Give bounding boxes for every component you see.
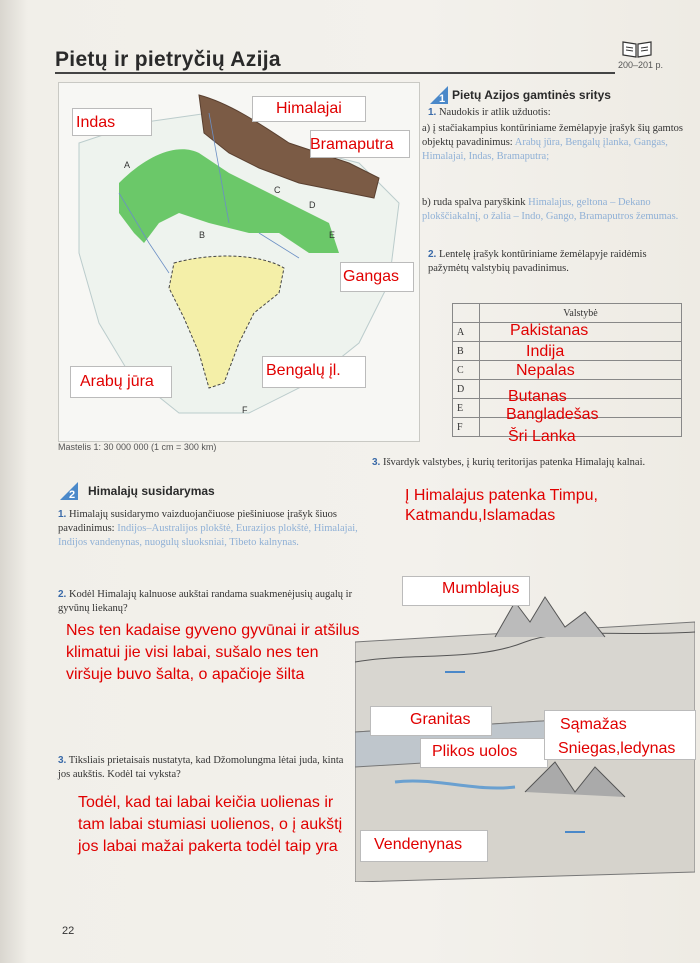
answer-row-f: Šri Lanka bbox=[508, 428, 576, 445]
task-2-2-text: Kodėl Himalajų kalnuose aukštai randama suakmenėjusių augalų ir gyvūnų liekanų? bbox=[58, 589, 353, 614]
section-1-title: Pietų Azijos gamtinės sritys bbox=[452, 88, 611, 102]
section-2-title: Himalajų susidarymas bbox=[88, 484, 215, 498]
row-letter: B bbox=[453, 342, 480, 361]
label-arabu-jura: Arabų jūra bbox=[80, 373, 154, 390]
svg-text:B: B bbox=[199, 230, 206, 240]
label-vandenynas: Vendenynas bbox=[374, 836, 463, 853]
svg-text:E: E bbox=[329, 230, 336, 240]
task-1-text: Naudokis ir atlik užduotis: bbox=[438, 107, 551, 118]
answer-row-e: Bangladešas bbox=[506, 406, 599, 423]
task-3-answer: Į Himalajus patenka Timpu, Katmandu,Islamadas bbox=[405, 487, 598, 524]
section-2-badge bbox=[58, 480, 80, 502]
label-samazas: Sąmažas bbox=[560, 716, 627, 733]
svg-text:F: F bbox=[242, 405, 248, 415]
label-sniegas-ledynas: Sniegas,ledynas bbox=[558, 740, 676, 757]
book-icon bbox=[622, 40, 652, 58]
table-header-letter bbox=[453, 304, 480, 323]
title-rule bbox=[55, 72, 615, 74]
section-1-badge bbox=[428, 84, 450, 106]
task-2-1-number: 1. bbox=[58, 509, 67, 520]
task-2-2-answer: Nes ten kadaise gyveno gyvūnai ir atšilus klimatui jie visi labai, sušalo nes ten viršuje buvo šalta, o apačioje šilta bbox=[66, 622, 360, 683]
task-2-2-number: 2. bbox=[58, 589, 67, 600]
svg-text:1: 1 bbox=[439, 93, 446, 105]
task-2-2 bbox=[58, 588, 358, 616]
task-2-1 bbox=[58, 508, 358, 550]
task-2-1-terms: Indijos–Australijos plokštė, Eurazijos plokštė, Himalajai, Indijos vandenynas, nuogulų sluoksniai, Tibeto kalnynas. bbox=[58, 523, 358, 548]
svg-text:D: D bbox=[309, 200, 316, 210]
label-bramaputra: Bramaputra bbox=[310, 136, 394, 153]
table-row bbox=[453, 380, 682, 399]
answer-row-b: Indija bbox=[526, 343, 565, 360]
table-header-state: Valstybė bbox=[480, 304, 682, 323]
label-mumblajus: Mumblajus bbox=[442, 580, 520, 597]
task-1a-printed-list: Arabų jūra, Bengalų įlanka, Gangas, Himalajai, Indas, Bramaputra; bbox=[422, 137, 668, 162]
task-1b bbox=[422, 196, 690, 224]
task-2-3 bbox=[58, 754, 358, 782]
label-plikos-uolos: Plikos uolos bbox=[432, 743, 518, 760]
task-2-text: Lentelę įrašyk kontūriniame žemėlapyje raidėmis pažymėtų valstybių pavadinimus. bbox=[428, 249, 647, 274]
label-himalajai: Himalajai bbox=[276, 100, 342, 117]
row-letter: A bbox=[453, 323, 480, 342]
svg-text:C: C bbox=[274, 185, 281, 195]
task-3 bbox=[372, 456, 692, 470]
task-3-text: Išvardyk valstybes, į kurių teritorijas patenka Himalajų kalnai. bbox=[382, 457, 646, 468]
task-2 bbox=[428, 248, 688, 276]
row-letter: E bbox=[453, 399, 480, 418]
task-2-1-text: Himalajų susidarymo vaizduojančiuose piešiniuose įrašyk šiuos pavadinimus: bbox=[58, 509, 337, 534]
map-scale: Mastelis 1: 30 000 000 (1 cm = 300 km) bbox=[58, 442, 217, 452]
task-1-number: 1. bbox=[428, 107, 437, 118]
table-row bbox=[453, 342, 682, 361]
page-reference: 200–201 p. bbox=[618, 60, 664, 70]
row-letter: D bbox=[453, 380, 480, 399]
task-1b-printed-list: Himalajus, geltona – Dekano plokščiakalnį, o žalia – Indo, Gango, Bramaputros žemumas. bbox=[422, 197, 679, 222]
label-indas: Indas bbox=[76, 114, 116, 131]
svg-text:2: 2 bbox=[69, 489, 76, 501]
answer-row-a: Pakistanas bbox=[510, 322, 589, 339]
task-1a-text: a) į stačiakampius kontūriniame žemėlapyje įrašyk šių gamtos objektų pavadinimus: bbox=[422, 123, 683, 148]
page-number: 22 bbox=[62, 925, 75, 937]
answer-row-c: Nepalas bbox=[516, 362, 575, 379]
label-gangas: Gangas bbox=[343, 268, 400, 285]
row-letter: C bbox=[453, 361, 480, 380]
task-2-3-answer: Todėl, kad tai labai keičia uolienas ir tam labai stumiasi uolienos, o į aukštį jos labai mažai pakerta todėl taip yra bbox=[78, 794, 343, 855]
table-header-row bbox=[453, 304, 682, 323]
task-1b-text: b) ruda spalva paryškink bbox=[422, 197, 526, 208]
section-1-task bbox=[428, 106, 688, 120]
task-2-number: 2. bbox=[428, 249, 437, 260]
task-3-number: 3. bbox=[372, 457, 381, 468]
label-bengalu-il: Bengalų įl. bbox=[266, 362, 341, 379]
svg-text:A: A bbox=[124, 160, 131, 170]
page-title: Pietų ir pietryčių Azija bbox=[55, 48, 281, 71]
task-2-3-number: 3. bbox=[58, 755, 67, 766]
label-granitas: Granitas bbox=[410, 711, 471, 728]
task-1a bbox=[422, 122, 690, 164]
task-2-3-text: Tiksliais prietaisais nustatyta, kad Džomolungma lėtai juda, kinta jos aukštis. Kodėl tai vyksta? bbox=[58, 755, 344, 780]
answer-row-d: Butanas bbox=[508, 388, 567, 405]
row-letter: F bbox=[453, 418, 480, 437]
